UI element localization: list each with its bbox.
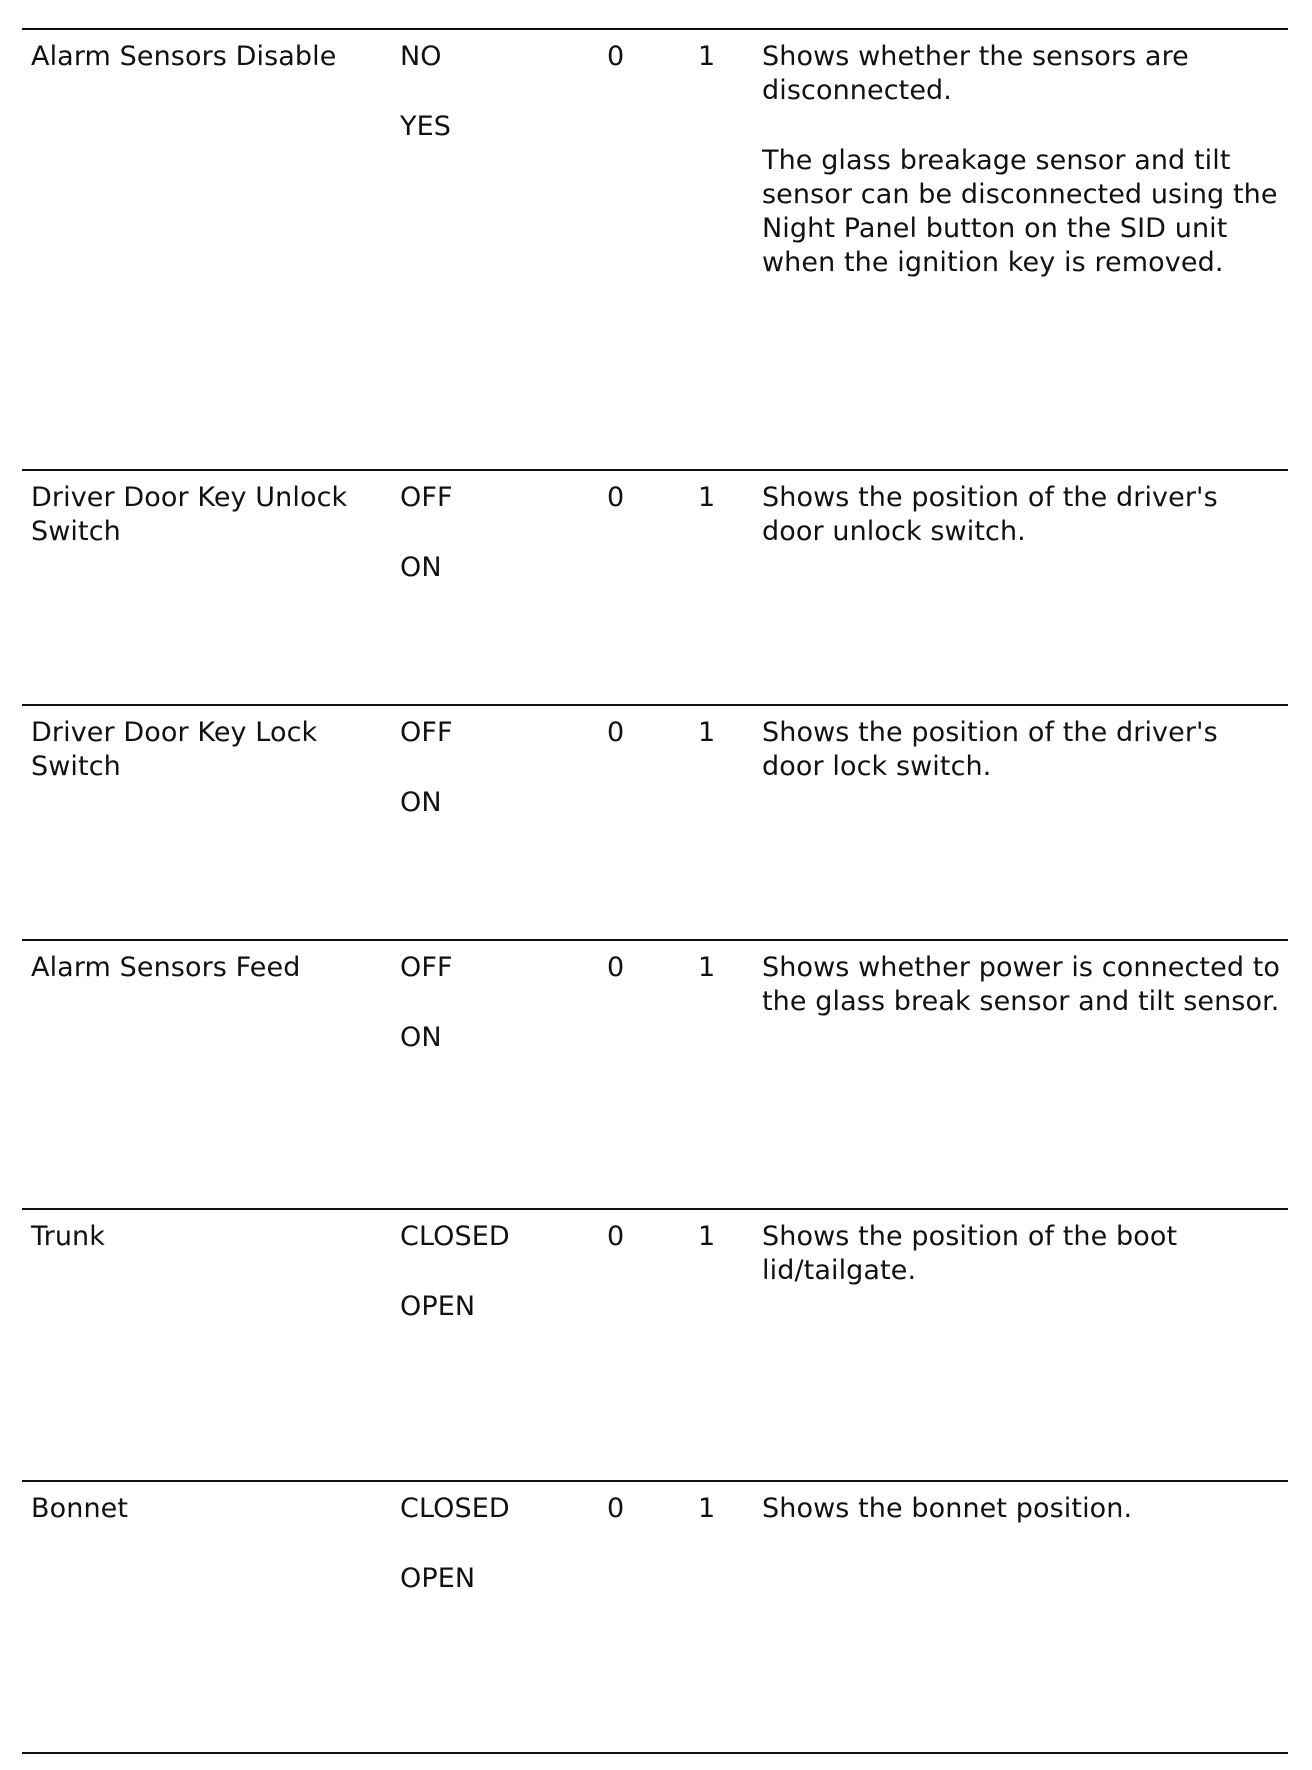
- table-row: [22, 469, 1288, 704]
- state-value: CLOSED: [400, 1221, 510, 1252]
- parameter-name: Bonnet: [31, 1493, 129, 1524]
- min-value: 0: [607, 717, 625, 748]
- parameter-states: [400, 951, 580, 1091]
- description-paragraph: Shows whether the sensors are disconnected.: [762, 41, 1189, 106]
- parameter-name: Driver Door Key Lock Switch: [31, 717, 318, 782]
- description-paragraph: Shows the position of the driver's door lock switch.: [762, 717, 1218, 782]
- description-paragraph: Shows whether power is connected to the glass break sensor and tilt sensor.: [762, 952, 1281, 1017]
- parameter-name: Alarm Sensors Feed: [31, 952, 301, 983]
- parameter-name: Alarm Sensors Disable: [31, 41, 337, 72]
- state-value: YES: [400, 111, 451, 142]
- table-row: [22, 28, 1288, 469]
- parameter-states: [400, 1220, 580, 1360]
- table-bottom-rule: [22, 1752, 1288, 1756]
- state-value: OFF: [400, 482, 453, 513]
- min-value: 0: [607, 1493, 625, 1524]
- max-value: 1: [698, 1493, 716, 1524]
- parameter-table: [22, 28, 1288, 1756]
- max-value: 1: [698, 482, 716, 513]
- max-value: 1: [698, 41, 716, 72]
- min-value: 0: [607, 482, 625, 513]
- parameter-description: [762, 716, 1282, 820]
- parameter-description: [762, 951, 1282, 1055]
- max-value: 1: [698, 717, 716, 748]
- table-row: [22, 1208, 1288, 1480]
- parameter-description: [762, 1220, 1282, 1324]
- table-row: [22, 1480, 1288, 1752]
- description-paragraph: Shows the position of the boot lid/tailgate.: [762, 1221, 1178, 1286]
- state-value: CLOSED: [400, 1493, 510, 1524]
- description-paragraph: Shows the position of the driver's door unlock switch.: [762, 482, 1218, 547]
- min-value: 0: [607, 41, 625, 72]
- parameter-states: [400, 40, 580, 180]
- state-value: OFF: [400, 952, 453, 983]
- parameter-description: [762, 1492, 1282, 1562]
- state-value: NO: [400, 41, 442, 72]
- description-paragraph: Shows the bonnet position.: [762, 1493, 1133, 1524]
- max-value: 1: [698, 952, 716, 983]
- state-value: OPEN: [400, 1291, 476, 1322]
- description-paragraph: The glass breakage sensor and tilt sensor can be disconnected using the Night Panel button on the SID unit when the ignition key is removed.: [762, 145, 1278, 278]
- state-value: ON: [400, 787, 442, 818]
- parameter-states: [400, 1492, 580, 1632]
- parameter-name: Trunk: [31, 1221, 105, 1252]
- table-row: [22, 939, 1288, 1208]
- parameter-name: Driver Door Key Unlock Switch: [31, 482, 348, 547]
- parameter-states: [400, 716, 580, 856]
- min-value: 0: [607, 1221, 625, 1252]
- max-value: 1: [698, 1221, 716, 1252]
- state-value: ON: [400, 552, 442, 583]
- state-value: OPEN: [400, 1563, 476, 1594]
- min-value: 0: [607, 952, 625, 983]
- table-row: [22, 704, 1288, 939]
- parameter-states: [400, 481, 580, 621]
- parameter-description: [762, 481, 1282, 585]
- state-value: ON: [400, 1022, 442, 1053]
- state-value: OFF: [400, 717, 453, 748]
- parameter-description: [762, 40, 1282, 316]
